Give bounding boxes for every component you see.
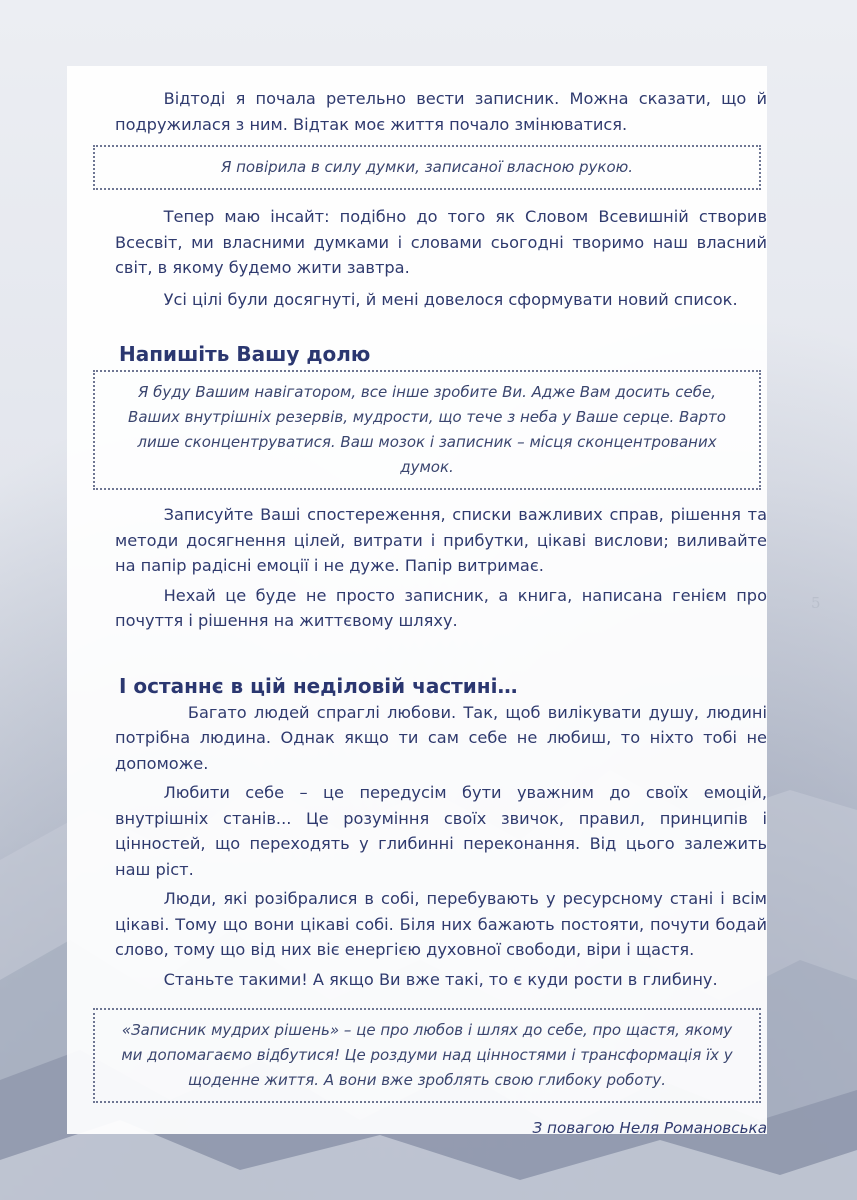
- page-number: 5: [811, 594, 821, 612]
- paragraph: Нехай це буде не просто записник, а книга, написана генієм про почуття і рішення на життєвому шляху.: [115, 585, 767, 630]
- paragraph: Станьте такими! А якщо Ви вже такі, то є куди рости в глибину.: [163, 969, 718, 989]
- paragraph: Багато людей спраглі любови. Так, щоб вилікувати душу, людині потрібна людина. Однак якщо ти сам себе не любиш, то ніхто тобі не допоможе.: [115, 702, 767, 773]
- section-heading: Напишіть Вашу долю: [119, 342, 371, 366]
- paragraph: Тепер маю інсайт: подібно до того як Словом Всевишній створив Всесвіт, ми власними думками і словами сьогодні творимо наш власний світ, в якому будемо жити завтра.: [115, 207, 767, 277]
- paragraph: Записуйте Ваші спостереження, списки важливих справ, рішення та методи досягнення цілей, витрати і прибутки, цікаві вислови; виливайте на папір радісні емоції і не дуже. Папір витримає.: [115, 505, 767, 575]
- quote-text: «Записник мудрих рішень» – це про любов і шлях до себе, про щастя, якому ми допомагаємо відбутися! Це роздуми над цінностями і трансформація їх у щоденне життя. А вони вже зроблять свою глибоку роботу.: [121, 1021, 733, 1089]
- quote-box: [93, 370, 761, 490]
- content-panel: [67, 66, 767, 1137]
- paragraph: Любити себе – це передусім бути уважним до своїх емоцій, внутрішніх станів... Це розуміння своїх звичок, правил, принципів і цінностей, що переходять у глибинні переконання. Від цього залежить наш ріст.: [115, 783, 767, 879]
- section-heading: І останнє в цій неділовій частині…: [119, 673, 518, 698]
- quote-text: Я повірила в силу думки, записаної власною рукою.: [220, 158, 634, 176]
- quote-box: [93, 145, 761, 190]
- paragraph: Усі цілі були досягнуті, й мені довелося сформувати новий список.: [163, 289, 738, 309]
- signature: З повагою Неля Романовська: [532, 1119, 767, 1137]
- paragraph: Люди, які розібралися в собі, перебувають у ресурсному стані і всім цікаві. Тому що вони цікаві собі. Біля них бажають постояти, почути бодай слово, тому що від них віє енергією духовної свободи, віри і щастя.: [115, 889, 767, 959]
- quote-text: Я буду Вашим навігатором, все інше зробите Ви. Адже Вам досить себе, Ваших внутрішніх резервів, мудрости, що тече з неба у Ваше серце. Варто лише сконцентруватися. Ваш мозок і записник – місця сконцентрованих думок.: [128, 383, 726, 476]
- paragraph: Відтоді я почала ретельно вести записник. Можна сказати, що й подружилася з ним. Відтак моє життя почало змінюватися.: [115, 89, 767, 134]
- quote-box: [93, 1008, 761, 1103]
